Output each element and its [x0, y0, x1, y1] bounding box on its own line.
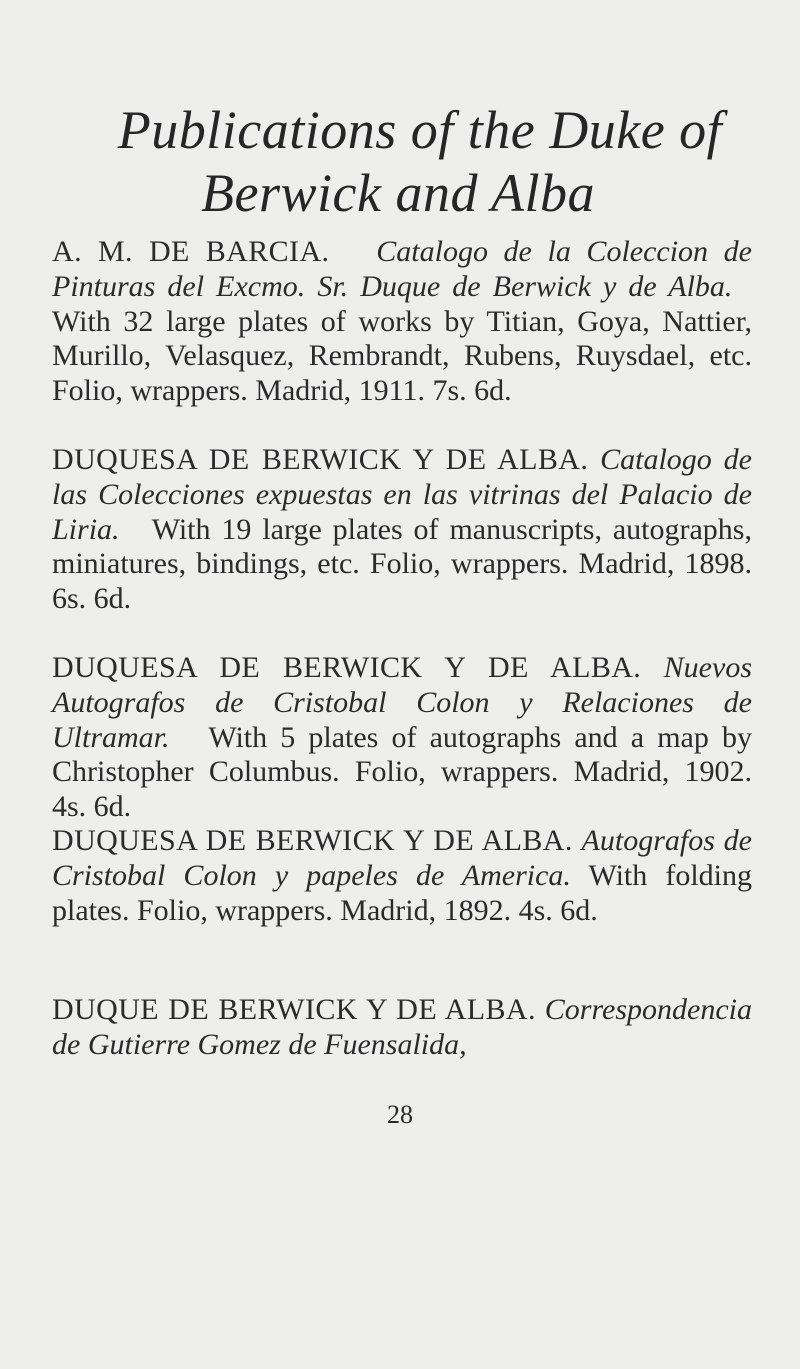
entry-title: Catalogo de las Colecciones expuestas en las vitrinas del Palacio de Liria. — [52, 443, 752, 546]
publication-entry — [52, 993, 752, 1063]
entry-title: Autografos de Cristobal Colon y papeles de America. — [52, 824, 752, 892]
page-heading-line-2: Berwick and Alba — [201, 163, 595, 223]
entry-title: Nuevos Autografos de Cristobal Colon y Relaciones de Ultramar. — [52, 651, 752, 754]
entry-author: DUQUE DE BERWICK Y DE ALBA. — [52, 993, 536, 1026]
page-heading-line-1: Publications of the Duke of — [117, 100, 723, 160]
publication-entry — [52, 651, 752, 825]
entry-author: DUQUESA DE BERWICK Y DE ALBA. — [52, 443, 589, 476]
entry-description: With 19 large plates of manuscripts, autographs, miniatures, bindings, etc. Folio, wrappers. Madrid, 1898. 6s. 6d. — [52, 512, 752, 616]
entry-author: DUQUESA DE BERWICK Y DE ALBA. — [52, 824, 573, 857]
entry-author: DUQUESA DE BERWICK Y DE ALBA. — [52, 651, 642, 684]
entry-description: With 5 plates of autographs and a map by Christopher Columbus. Folio, wrappers. Madrid, 1902. 4s. 6d. — [52, 720, 752, 824]
entry-title: Catalogo de la Coleccion de Pinturas del Excmo. Sr. Duque de Berwick y de Alba. — [52, 235, 752, 303]
entry-author: A. M. DE BARCIA. — [52, 235, 330, 268]
entry-description: With 32 large plates of works by Titian, Goya, Nattier, Murillo, Velasquez, Rembrandt, Rubens, Ruysdael, etc. Folio, wrappers. Madrid, 1911. 7s. 6d. — [52, 304, 752, 408]
publication-entry — [52, 824, 752, 928]
publication-entry — [52, 443, 752, 617]
publication-entry — [52, 235, 752, 409]
entry-title: Correspondencia de Gutierre Gomez de Fuensalida, — [52, 993, 752, 1061]
entry-description: With folding plates. Folio, wrappers. Madrid, 1892. 4s. 6d. — [52, 858, 752, 927]
page-number: 28 — [387, 1100, 413, 1129]
